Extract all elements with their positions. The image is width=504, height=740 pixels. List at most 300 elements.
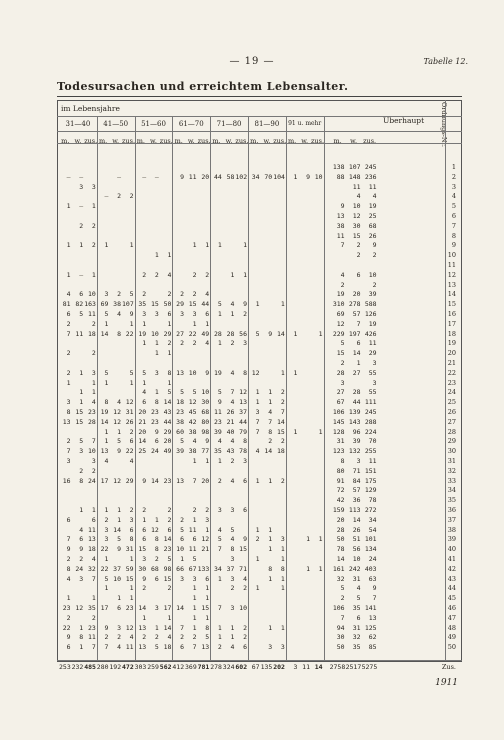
total-cell: 255 — [364, 447, 377, 456]
table-cell: 10 — [239, 604, 247, 612]
table-cell: 1 — [167, 319, 172, 328]
table-cell: 1 — [268, 574, 273, 583]
table-cell: 1 — [66, 202, 71, 211]
table-cell: 1 — [255, 388, 260, 397]
order-number: 41 — [447, 555, 456, 563]
table-row — [57, 241, 462, 249]
table-cell: 8 — [66, 564, 71, 573]
age-group-header: 31—40 — [65, 120, 91, 128]
total-cell: 20 — [336, 515, 345, 524]
total-cell: 141 — [364, 604, 377, 612]
table-cell: 2 — [280, 398, 285, 407]
table-cell: 3 — [280, 535, 285, 544]
table-cell: 2 — [280, 388, 285, 397]
total-cell: 106 — [332, 408, 345, 416]
order-number: 23 — [447, 378, 456, 387]
table-cell: 1 — [217, 574, 222, 583]
table-cell: 13 — [100, 447, 109, 456]
table-row — [57, 555, 462, 563]
table-cell: 28 — [226, 329, 235, 338]
total-sub-column-header: m. — [333, 137, 342, 145]
table-cell: 1 — [255, 398, 260, 407]
total-cell: 31 — [352, 574, 361, 583]
table-cell: 18 — [163, 643, 172, 652]
total-cell: 11 — [336, 231, 345, 240]
table-row — [57, 418, 462, 426]
table-cell: 5 — [117, 437, 121, 446]
total-cell: 5 — [340, 339, 345, 348]
sub-column-header: zus. — [235, 137, 249, 145]
table-cell: 2 — [192, 633, 197, 642]
total-cell: 139 — [348, 408, 361, 416]
table-cell: 6 — [129, 437, 134, 446]
table-cell: 4 — [192, 437, 197, 446]
sum-cell: 602 — [235, 663, 248, 671]
table-cell: 1 — [129, 594, 134, 603]
table-cell: 1 — [217, 241, 222, 250]
table-cell: 4 — [91, 398, 96, 407]
table-cell: 2 — [154, 555, 159, 563]
table-cell: 29 — [163, 427, 172, 436]
total-cell: 67 — [336, 398, 345, 407]
sum-cell: 781 — [197, 663, 210, 671]
table-cell: 15 — [188, 300, 197, 309]
total-cell: 2 — [372, 280, 377, 289]
table-cell: 2 — [66, 613, 71, 622]
table-cell: 1 — [167, 378, 172, 387]
table-cell: 4 — [243, 574, 247, 583]
table-cell: 1 — [268, 623, 273, 632]
total-cell: 161 — [332, 564, 345, 573]
total-cell: 78 — [368, 496, 377, 505]
table-cell: 12 — [188, 398, 197, 407]
table-cell: 163 — [84, 300, 96, 309]
table-row — [57, 251, 462, 259]
total-cell: 38 — [336, 221, 345, 230]
table-cell: 70 — [264, 172, 273, 181]
table-cell: 50 — [163, 300, 172, 309]
sum-cell: 303 — [134, 663, 147, 671]
table-row — [57, 584, 462, 592]
sum-total-cell: 2758 — [329, 663, 346, 671]
age-group-header: 81—90 — [254, 120, 280, 128]
table-cell: 3 — [230, 604, 235, 612]
sub-column-header: w. — [263, 137, 271, 145]
top-age-label: im Lebensjahre — [61, 104, 120, 113]
table-cell: 4 — [117, 643, 121, 652]
order-number-header: Ordnungs-Nr. — [440, 102, 448, 147]
table-cell: 133 — [197, 564, 210, 573]
table-cell: 8 — [167, 368, 172, 377]
table-cell: 12 — [113, 417, 121, 426]
table-cell: 2 — [255, 535, 260, 544]
total-cell: 42 — [336, 496, 345, 505]
table-cell: 1 — [104, 319, 109, 328]
table-cell: 2 — [243, 633, 247, 642]
sub-column-header: m. — [212, 137, 221, 145]
total-cell: 4 — [340, 270, 345, 279]
table-cell: 6 — [66, 515, 71, 524]
table-cell: 3 — [91, 182, 96, 191]
table-cell: 2 — [268, 437, 273, 446]
sum-cell: 562 — [159, 663, 172, 671]
order-number: 33 — [447, 476, 456, 485]
table-cell: 1 — [79, 388, 84, 397]
table-cell: 1 — [255, 555, 260, 563]
table-cell: 2 — [243, 310, 247, 318]
table-cell: 12 — [113, 476, 121, 485]
table-cell: 3 — [192, 574, 197, 583]
total-cell: 57 — [352, 310, 361, 318]
total-cell: 145 — [332, 417, 345, 426]
table-cell: 5 — [217, 300, 222, 309]
table-cell: 16 — [62, 476, 71, 485]
total-cell: 101 — [364, 535, 377, 544]
total-cell: 2 — [340, 594, 345, 603]
total-cell: 70 — [368, 437, 377, 446]
order-number: 17 — [447, 319, 456, 328]
table-cell: 3 — [205, 515, 210, 524]
table-cell: 34 — [213, 564, 222, 573]
table-cell: 1 — [280, 368, 285, 377]
table-cell: 3 — [243, 339, 247, 348]
table-cell: 1 — [129, 584, 134, 593]
total-cell: 126 — [364, 310, 377, 318]
sum-cell: 202 — [273, 663, 285, 671]
table-cell: 5 — [154, 643, 159, 652]
table-cell: 2 — [167, 339, 172, 348]
sum-cell: 472 — [122, 663, 134, 671]
total-cell: 107 — [348, 163, 361, 171]
table-cell: 9 — [117, 447, 121, 456]
total-cell: 134 — [364, 545, 377, 554]
table-cell: 6 — [180, 643, 184, 652]
title-rule-top — [57, 96, 462, 97]
table-row — [57, 624, 462, 632]
table-cell: 1 — [192, 515, 197, 524]
table-cell: 13 — [239, 398, 247, 407]
table-cell: 5 — [129, 290, 134, 299]
table-cell: 1 — [217, 623, 222, 632]
table-cell: 1 — [243, 270, 247, 279]
table-cell: 59 — [125, 564, 134, 573]
table-cell: 1 — [217, 310, 222, 318]
table-cell: 3 — [142, 310, 147, 318]
table-cell: 6 — [79, 535, 84, 544]
table-cell: 1 — [192, 457, 197, 465]
table-cell: 15 — [239, 545, 247, 554]
table-cell: 8 — [104, 398, 109, 407]
table-row — [57, 486, 462, 494]
table-cell: 2 — [167, 290, 172, 299]
table-cell: 1 — [293, 329, 298, 338]
total-cell: 3 — [340, 378, 345, 387]
table-cell: 15 — [150, 300, 159, 309]
table-cell: 42 — [188, 417, 197, 426]
table-cell: 3 — [180, 310, 184, 318]
table-cell: 5 — [180, 437, 184, 446]
table-cell: 2 — [180, 633, 184, 642]
sum-cell: 324 — [222, 663, 235, 671]
sum-cell: 412 — [172, 663, 185, 671]
table-cell: 4 — [230, 398, 235, 407]
total-cell: 94 — [336, 623, 345, 632]
total-cell: 310 — [332, 300, 345, 309]
table-cell: 2 — [66, 368, 71, 377]
table-cell: 3 — [154, 604, 159, 612]
table-cell: 7 — [192, 476, 197, 485]
total-cell: 27 — [352, 368, 361, 377]
table-cell: 1 — [205, 584, 210, 593]
table-cell: 12 — [75, 604, 84, 612]
table-cell: 1 — [104, 378, 109, 387]
sum-cell: 67 — [251, 663, 260, 671]
table-cell: 2 — [280, 437, 285, 446]
table-cell: 1 — [154, 388, 159, 397]
sum-total-cell: 5275 — [361, 663, 378, 671]
table-cell: 5 — [180, 388, 184, 397]
order-number: 12 — [447, 270, 456, 279]
table-cell: 1 — [280, 623, 285, 632]
table-cell: 82 — [75, 300, 84, 309]
total-cell: 10 — [368, 270, 377, 279]
table-cell: 3 — [104, 535, 109, 544]
table-cell: 22 — [62, 623, 71, 632]
total-cell: 88 — [336, 172, 345, 181]
table-cell: 21 — [226, 417, 235, 426]
table-cell: 8 — [243, 437, 247, 446]
table-cell: 1 — [293, 172, 298, 181]
table-cell: 1 — [91, 506, 96, 514]
total-cell: 4 — [356, 192, 361, 201]
table-cell: 60 — [176, 427, 184, 436]
table-cell: 2 — [192, 339, 197, 348]
table-cell: 2 — [167, 515, 172, 524]
total-cell: 11 — [368, 339, 377, 348]
table-cell: 44 — [201, 300, 210, 309]
order-number: 4 — [451, 192, 456, 201]
total-cell: 20 — [352, 290, 361, 299]
total-cell: 19 — [336, 290, 345, 299]
table-cell: — — [142, 172, 147, 181]
table-cell: 14 — [138, 604, 147, 612]
table-cell: 44 — [239, 417, 247, 426]
table-cell: 5 — [255, 329, 260, 338]
table-cell: 5 — [192, 555, 197, 563]
table-cell: 9 — [66, 545, 71, 554]
table-cell: 1 — [205, 613, 210, 622]
table-cell: 3 — [154, 368, 159, 377]
table-cell: 4 — [79, 525, 84, 534]
table-cell: 1 — [268, 398, 273, 407]
table-cell: 1 — [192, 623, 197, 632]
total-cell: 7 — [340, 241, 345, 250]
table-cell: 6 — [154, 437, 159, 446]
total-cell: 96 — [352, 427, 361, 436]
table-cell: 1 — [268, 388, 273, 397]
table-cell: 2 — [154, 633, 159, 642]
table-cell: 2 — [91, 349, 96, 358]
table-cell: 1 — [192, 319, 197, 328]
order-number: 47 — [447, 613, 456, 622]
table-cell: 5 — [167, 555, 172, 563]
order-number: 13 — [447, 280, 456, 289]
table-cell: 1 — [280, 555, 285, 563]
table-cell: 1 — [268, 476, 273, 485]
table-cell: 4 — [66, 574, 71, 583]
order-number: 49 — [447, 633, 456, 642]
table-cell: 3 — [79, 447, 84, 456]
page-title: Todesursachen und erreichtem Lebensalter. — [57, 80, 349, 93]
table-row — [57, 330, 462, 338]
sum-cell: 135 — [260, 663, 273, 671]
table-cell: 14 — [276, 329, 285, 338]
table-cell: 21 — [201, 545, 210, 554]
table-cell: 28 — [87, 417, 96, 426]
table-cell: 10 — [87, 290, 96, 299]
total-cell: 151 — [364, 466, 377, 475]
table-cell: 1 — [79, 623, 84, 632]
table-cell: 12 — [239, 388, 247, 397]
table-cell: 2 — [66, 555, 71, 563]
table-cell: 3 — [230, 555, 235, 563]
table-cell: 4 — [268, 408, 273, 416]
table-cell: 1 — [104, 506, 109, 514]
table-cell: 8 — [243, 368, 247, 377]
table-row — [57, 526, 462, 534]
table-cell: 23 — [176, 408, 184, 416]
table-cell: 1 — [318, 427, 323, 436]
table-row — [57, 408, 462, 416]
total-cell: 2 — [340, 280, 345, 289]
table-cell: 1 — [104, 437, 109, 446]
table-cell: 35 — [213, 447, 222, 456]
table-cell: 2 — [192, 270, 197, 279]
table-cell: 35 — [138, 300, 147, 309]
order-number: 48 — [447, 623, 456, 632]
table-cell: 7 — [230, 388, 235, 397]
sub-column-header: zus. — [197, 137, 211, 145]
table-row — [57, 310, 462, 318]
order-number: 19 — [447, 339, 456, 348]
table-cell: 2 — [230, 457, 235, 465]
order-number: 27 — [447, 417, 456, 426]
table-cell: 3 — [230, 574, 235, 583]
table-cell: 4 — [217, 525, 222, 534]
table-cell: 39 — [213, 427, 222, 436]
table-cell: 2 — [129, 427, 134, 436]
table-cell: 1 — [217, 339, 222, 348]
table-cell: 18 — [87, 329, 96, 338]
table-row — [57, 173, 462, 181]
total-cell: 143 — [348, 417, 361, 426]
sub-column-header: w. — [112, 137, 120, 145]
total-cell: 51 — [352, 535, 361, 544]
table-cell: 2 — [205, 270, 210, 279]
table-cell: 6 — [129, 525, 134, 534]
order-number: 38 — [447, 525, 456, 534]
table-cell: 14 — [100, 329, 109, 338]
order-number: 46 — [447, 604, 456, 612]
table-cell: 23 — [87, 408, 96, 416]
table-cell: 1 — [79, 643, 84, 652]
table-cell: 7 — [91, 643, 96, 652]
table-cell: 1 — [192, 241, 197, 250]
table-cell: 10 — [314, 172, 323, 181]
table-cell: 7 — [192, 643, 197, 652]
table-cell: 4 — [217, 437, 222, 446]
total-cell: 403 — [364, 564, 377, 573]
table-cell: 1 — [142, 378, 147, 387]
order-number: 36 — [447, 506, 456, 514]
table-cell: 2 — [180, 290, 184, 299]
total-cell: 1 — [356, 359, 361, 367]
table-cell: 15 — [125, 574, 134, 583]
table-cell: 4 — [129, 457, 134, 465]
table-cell: 15 — [201, 604, 210, 612]
table-cell: 1 — [255, 525, 260, 534]
table-row — [57, 261, 462, 269]
table-row — [57, 535, 462, 543]
table-row — [57, 202, 462, 210]
table-cell: 13 — [201, 643, 210, 652]
table-cell: 4 — [129, 633, 134, 642]
order-number: 16 — [447, 310, 456, 318]
table-cell: 2 — [180, 339, 184, 348]
order-number: 11 — [447, 261, 456, 269]
total-cell: 7 — [372, 594, 377, 603]
table-cell: 2 — [79, 555, 84, 563]
table-cell: 5 — [167, 388, 172, 397]
table-cell: 8 — [205, 623, 210, 632]
table-cell: 3 — [154, 310, 159, 318]
table-cell: 49 — [201, 329, 210, 338]
total-cell: 10 — [352, 555, 361, 563]
sum-cell: 485 — [84, 663, 96, 671]
total-sub-column-header: w. — [350, 137, 358, 145]
table-cell: 4 — [230, 643, 235, 652]
table-cell: 5 — [192, 388, 197, 397]
table-cell: 66 — [176, 564, 184, 573]
table-cell: 6 — [66, 643, 71, 652]
age-group-header: 61—70 — [178, 120, 204, 128]
table-cell: 7 — [280, 408, 285, 416]
table-cell: 7 — [217, 545, 222, 554]
table-cell: 1 — [205, 457, 210, 465]
table-cell: 1 — [104, 427, 109, 436]
table-cell: 1 — [66, 594, 71, 603]
table-cell: 2 — [154, 270, 159, 279]
table-cell: 4 — [167, 270, 172, 279]
table-cell: 8 — [66, 408, 71, 416]
table-cell: 28 — [213, 329, 222, 338]
table-row — [57, 545, 462, 553]
table-cell: 2 — [192, 506, 197, 514]
order-number: 18 — [447, 329, 456, 338]
total-cell: 69 — [336, 310, 345, 318]
table-cell: 5 — [205, 633, 210, 642]
table-row — [57, 212, 462, 220]
table-cell: 1 — [167, 349, 172, 358]
order-number: 15 — [447, 300, 456, 309]
table-cell: 49 — [163, 447, 172, 456]
table-cell: 19 — [138, 329, 147, 338]
total-cell: 4 — [356, 584, 361, 593]
sub-column-header: zus. — [122, 137, 136, 145]
table-cell: 3 — [117, 623, 121, 632]
table-cell: 77 — [201, 447, 210, 456]
table-cell: 20 — [201, 476, 210, 485]
